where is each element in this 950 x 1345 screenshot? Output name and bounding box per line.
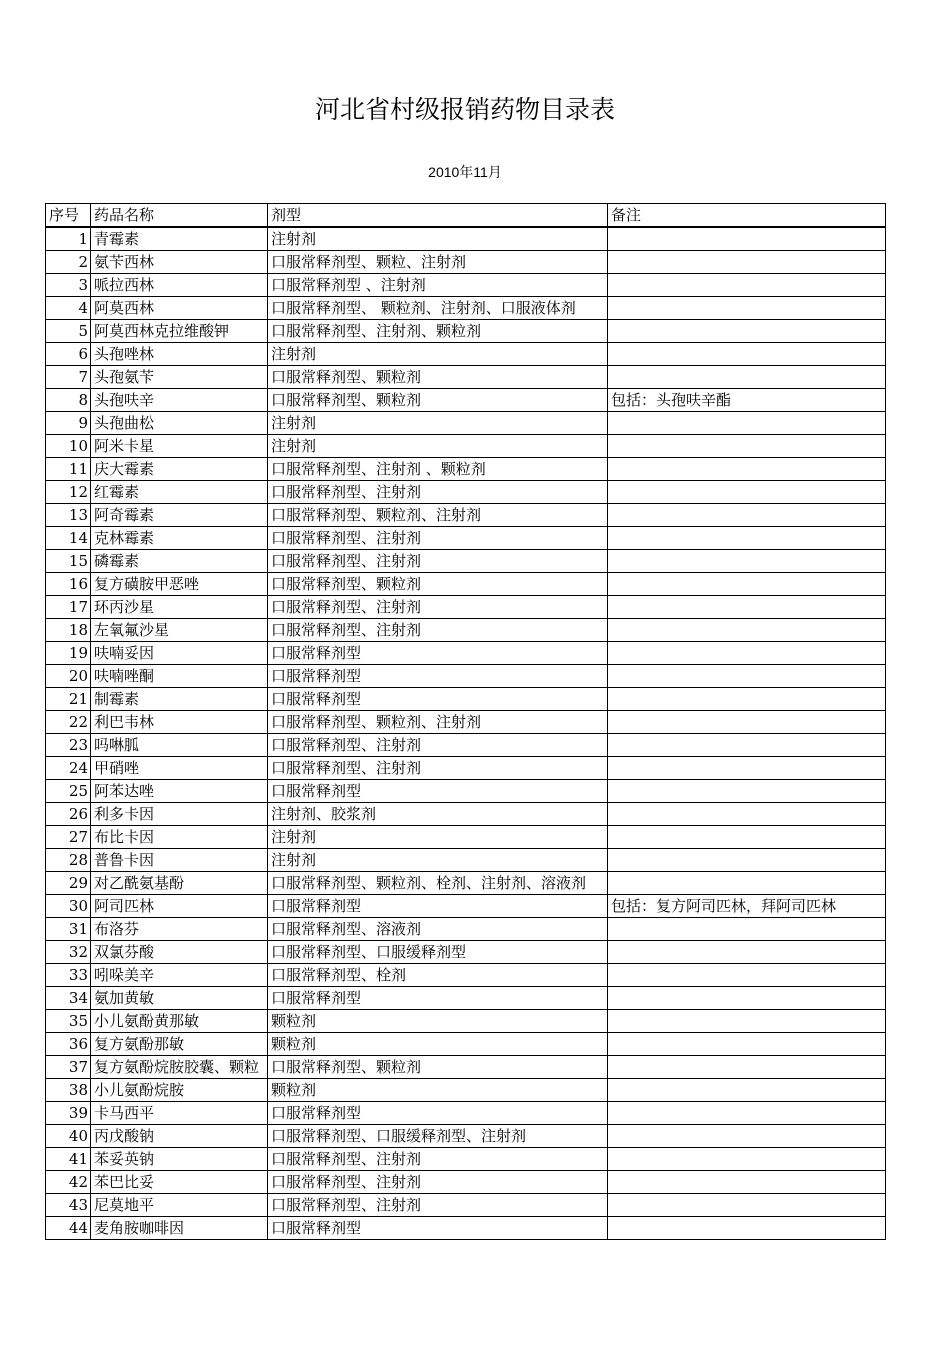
cell-dosage-form: 注射剂 <box>268 849 608 872</box>
cell-drug-name: 小儿氨酚黄那敏 <box>91 1010 268 1033</box>
table-row <box>46 826 886 849</box>
drug-catalog-table <box>45 203 886 1240</box>
cell-remarks <box>608 1033 886 1056</box>
cell-seq: 2 <box>46 251 91 274</box>
table-row <box>46 320 886 343</box>
cell-seq: 5 <box>46 320 91 343</box>
table-row <box>46 1010 886 1033</box>
cell-drug-name: 丙戊酸钠 <box>91 1125 268 1148</box>
header-seq: 序号 <box>46 204 91 228</box>
cell-drug-name: 布比卡因 <box>91 826 268 849</box>
cell-remarks <box>608 458 886 481</box>
cell-seq: 4 <box>46 297 91 320</box>
cell-dosage-form: 注射剂 <box>268 826 608 849</box>
table-row <box>46 1079 886 1102</box>
cell-dosage-form: 口服常释剂型、注射剂 <box>268 596 608 619</box>
cell-drug-name: 呋喃唑酮 <box>91 665 268 688</box>
cell-drug-name: 氨加黄敏 <box>91 987 268 1010</box>
cell-dosage-form: 口服常释剂型、栓剂 <box>268 964 608 987</box>
table-row <box>46 227 886 251</box>
table-row <box>46 1148 886 1171</box>
table-row <box>46 1125 886 1148</box>
cell-remarks <box>608 297 886 320</box>
cell-seq: 24 <box>46 757 91 780</box>
cell-dosage-form: 颗粒剂 <box>268 1010 608 1033</box>
cell-drug-name: 苯巴比妥 <box>91 1171 268 1194</box>
cell-seq: 37 <box>46 1056 91 1079</box>
cell-drug-name: 头孢呋辛 <box>91 389 268 412</box>
table-row <box>46 642 886 665</box>
cell-dosage-form: 口服常释剂型、颗粒剂、注射剂 <box>268 711 608 734</box>
cell-seq: 26 <box>46 803 91 826</box>
table-row <box>46 481 886 504</box>
cell-remarks <box>608 274 886 297</box>
cell-seq: 14 <box>46 527 91 550</box>
cell-seq: 36 <box>46 1033 91 1056</box>
table-row <box>46 849 886 872</box>
header-remarks: 备注 <box>608 204 886 228</box>
cell-dosage-form: 注射剂 <box>268 343 608 366</box>
cell-seq: 31 <box>46 918 91 941</box>
table-row <box>46 734 886 757</box>
page-title: 河北省村级报销药物目录表 <box>314 95 615 124</box>
cell-remarks <box>608 527 886 550</box>
cell-drug-name: 阿奇霉素 <box>91 504 268 527</box>
cell-drug-name: 环丙沙星 <box>91 596 268 619</box>
table-row <box>46 918 886 941</box>
cell-remarks <box>608 435 886 458</box>
cell-seq: 29 <box>46 872 91 895</box>
cell-seq: 16 <box>46 573 91 596</box>
table-row <box>46 872 886 895</box>
cell-remarks <box>608 780 886 803</box>
cell-seq: 35 <box>46 1010 91 1033</box>
cell-remarks <box>608 872 886 895</box>
cell-remarks <box>608 1010 886 1033</box>
cell-dosage-form: 口服常释剂型、 颗粒剂、注射剂、口服液体剂 <box>268 297 608 320</box>
cell-drug-name: 制霉素 <box>91 688 268 711</box>
cell-drug-name: 红霉素 <box>91 481 268 504</box>
cell-drug-name: 普鲁卡因 <box>91 849 268 872</box>
table-row <box>46 711 886 734</box>
cell-remarks <box>608 941 886 964</box>
cell-drug-name: 呋喃妥因 <box>91 642 268 665</box>
cell-drug-name: 青霉素 <box>91 227 268 251</box>
cell-dosage-form: 颗粒剂 <box>268 1079 608 1102</box>
table-row <box>46 1217 886 1240</box>
cell-drug-name: 阿司匹林 <box>91 895 268 918</box>
cell-drug-name: 对乙酰氨基酚 <box>91 872 268 895</box>
cell-remarks <box>608 320 886 343</box>
table-row <box>46 895 886 918</box>
table-row <box>46 343 886 366</box>
cell-remarks <box>608 343 886 366</box>
cell-drug-name: 头孢曲松 <box>91 412 268 435</box>
cell-dosage-form: 口服常释剂型 <box>268 987 608 1010</box>
cell-seq: 33 <box>46 964 91 987</box>
cell-drug-name: 庆大霉素 <box>91 458 268 481</box>
cell-dosage-form: 口服常释剂型 、注射剂 <box>268 274 608 297</box>
table-row <box>46 596 886 619</box>
table-row <box>46 964 886 987</box>
cell-dosage-form: 口服常释剂型、注射剂 <box>268 1148 608 1171</box>
cell-remarks <box>608 688 886 711</box>
cell-seq: 23 <box>46 734 91 757</box>
table-row <box>46 366 886 389</box>
cell-drug-name: 利多卡因 <box>91 803 268 826</box>
cell-drug-name: 磷霉素 <box>91 550 268 573</box>
cell-dosage-form: 口服常释剂型、注射剂、颗粒剂 <box>268 320 608 343</box>
table-row <box>46 1102 886 1125</box>
cell-remarks <box>608 1079 886 1102</box>
cell-dosage-form: 口服常释剂型、注射剂 、颗粒剂 <box>268 458 608 481</box>
cell-dosage-form: 口服常释剂型 <box>268 642 608 665</box>
cell-dosage-form: 颗粒剂 <box>268 1033 608 1056</box>
table-row <box>46 1056 886 1079</box>
table-row <box>46 573 886 596</box>
cell-dosage-form: 口服常释剂型、颗粒剂 <box>268 366 608 389</box>
table-row <box>46 435 886 458</box>
cell-dosage-form: 口服常释剂型、注射剂 <box>268 527 608 550</box>
cell-seq: 38 <box>46 1079 91 1102</box>
cell-dosage-form: 口服常释剂型 <box>268 780 608 803</box>
table-row <box>46 550 886 573</box>
cell-drug-name: 小儿氨酚烷胺 <box>91 1079 268 1102</box>
cell-dosage-form: 注射剂、胶浆剂 <box>268 803 608 826</box>
cell-dosage-form: 口服常释剂型、注射剂 <box>268 619 608 642</box>
cell-dosage-form: 注射剂 <box>268 435 608 458</box>
table-row <box>46 297 886 320</box>
cell-remarks <box>608 665 886 688</box>
cell-drug-name: 卡马西平 <box>91 1102 268 1125</box>
cell-remarks <box>608 849 886 872</box>
cell-seq: 28 <box>46 849 91 872</box>
cell-seq: 42 <box>46 1171 91 1194</box>
cell-remarks <box>608 826 886 849</box>
cell-dosage-form: 口服常释剂型、颗粒剂 <box>268 389 608 412</box>
table-row <box>46 688 886 711</box>
table-body <box>46 227 886 1240</box>
cell-remarks <box>608 757 886 780</box>
cell-seq: 44 <box>46 1217 91 1240</box>
cell-drug-name: 吲哚美辛 <box>91 964 268 987</box>
cell-remarks <box>608 1148 886 1171</box>
cell-dosage-form: 口服常释剂型 <box>268 665 608 688</box>
table-row <box>46 527 886 550</box>
cell-drug-name: 复方氨酚烷胺胶囊、颗粒 <box>91 1056 268 1079</box>
cell-drug-name: 阿米卡星 <box>91 435 268 458</box>
cell-seq: 10 <box>46 435 91 458</box>
cell-drug-name: 复方氨酚那敏 <box>91 1033 268 1056</box>
cell-drug-name: 吗啉胍 <box>91 734 268 757</box>
cell-dosage-form: 口服常释剂型、颗粒剂 <box>268 573 608 596</box>
table-row <box>46 504 886 527</box>
cell-drug-name: 尼莫地平 <box>91 1194 268 1217</box>
cell-remarks <box>608 1056 886 1079</box>
cell-remarks <box>608 803 886 826</box>
cell-seq: 12 <box>46 481 91 504</box>
cell-dosage-form: 注射剂 <box>268 412 608 435</box>
cell-seq: 20 <box>46 665 91 688</box>
cell-seq: 41 <box>46 1148 91 1171</box>
table-header-row <box>46 204 886 228</box>
cell-remarks <box>608 412 886 435</box>
cell-dosage-form: 口服常释剂型、颗粒剂、栓剂、注射剂、溶液剂 <box>268 872 608 895</box>
cell-remarks <box>608 964 886 987</box>
cell-seq: 3 <box>46 274 91 297</box>
cell-remarks <box>608 504 886 527</box>
cell-seq: 6 <box>46 343 91 366</box>
cell-drug-name: 阿莫西林 <box>91 297 268 320</box>
cell-remarks <box>608 1171 886 1194</box>
cell-seq: 21 <box>46 688 91 711</box>
cell-remarks <box>608 227 886 251</box>
cell-drug-name: 甲硝唑 <box>91 757 268 780</box>
cell-seq: 19 <box>46 642 91 665</box>
date-label: 2010年11月 <box>428 164 502 180</box>
cell-seq: 22 <box>46 711 91 734</box>
cell-seq: 18 <box>46 619 91 642</box>
table-row <box>46 251 886 274</box>
cell-remarks <box>608 481 886 504</box>
cell-drug-name: 氨苄西林 <box>91 251 268 274</box>
cell-dosage-form: 注射剂 <box>268 227 608 251</box>
cell-dosage-form: 口服常释剂型 <box>268 895 608 918</box>
cell-seq: 13 <box>46 504 91 527</box>
cell-remarks <box>608 366 886 389</box>
cell-dosage-form: 口服常释剂型、注射剂 <box>268 734 608 757</box>
cell-drug-name: 克林霉素 <box>91 527 268 550</box>
cell-seq: 7 <box>46 366 91 389</box>
cell-dosage-form: 口服常释剂型 <box>268 1217 608 1240</box>
table-row <box>46 941 886 964</box>
cell-drug-name: 哌拉西林 <box>91 274 268 297</box>
cell-drug-name: 阿莫西林克拉维酸钾 <box>91 320 268 343</box>
cell-remarks <box>608 734 886 757</box>
table-row <box>46 274 886 297</box>
header-drug-name: 药品名称 <box>91 204 268 228</box>
table-row <box>46 412 886 435</box>
cell-seq: 9 <box>46 412 91 435</box>
cell-remarks <box>608 1102 886 1125</box>
cell-drug-name: 左氧氟沙星 <box>91 619 268 642</box>
cell-dosage-form: 口服常释剂型、溶液剂 <box>268 918 608 941</box>
cell-dosage-form: 口服常释剂型、颗粒剂 <box>268 1056 608 1079</box>
cell-dosage-form: 口服常释剂型、注射剂 <box>268 481 608 504</box>
table-row <box>46 458 886 481</box>
cell-seq: 39 <box>46 1102 91 1125</box>
cell-remarks <box>608 642 886 665</box>
cell-dosage-form: 口服常释剂型、颗粒剂、注射剂 <box>268 504 608 527</box>
cell-dosage-form: 口服常释剂型、注射剂 <box>268 550 608 573</box>
cell-seq: 8 <box>46 389 91 412</box>
cell-dosage-form: 口服常释剂型、注射剂 <box>268 1194 608 1217</box>
table-row <box>46 619 886 642</box>
cell-seq: 32 <box>46 941 91 964</box>
cell-seq: 27 <box>46 826 91 849</box>
cell-remarks <box>608 251 886 274</box>
cell-drug-name: 麦角胺咖啡因 <box>91 1217 268 1240</box>
cell-remarks <box>608 1125 886 1148</box>
cell-seq: 34 <box>46 987 91 1010</box>
cell-dosage-form: 口服常释剂型、颗粒、注射剂 <box>268 251 608 274</box>
table-row <box>46 1033 886 1056</box>
cell-dosage-form: 口服常释剂型、口服缓释剂型 <box>268 941 608 964</box>
cell-drug-name: 利巴韦林 <box>91 711 268 734</box>
cell-seq: 30 <box>46 895 91 918</box>
cell-dosage-form: 口服常释剂型 <box>268 688 608 711</box>
cell-drug-name: 阿苯达唑 <box>91 780 268 803</box>
cell-remarks <box>608 918 886 941</box>
table-row <box>46 1194 886 1217</box>
cell-remarks <box>608 596 886 619</box>
cell-seq: 40 <box>46 1125 91 1148</box>
table-row <box>46 665 886 688</box>
table-row <box>46 780 886 803</box>
cell-dosage-form: 口服常释剂型、注射剂 <box>268 1171 608 1194</box>
cell-remarks <box>608 1217 886 1240</box>
cell-remarks <box>608 987 886 1010</box>
table-row <box>46 803 886 826</box>
table-row <box>46 757 886 780</box>
cell-remarks <box>608 711 886 734</box>
cell-seq: 17 <box>46 596 91 619</box>
cell-remarks <box>608 1194 886 1217</box>
cell-dosage-form: 口服常释剂型 <box>268 1102 608 1125</box>
cell-dosage-form: 口服常释剂型、口服缓释剂型、注射剂 <box>268 1125 608 1148</box>
table-row <box>46 987 886 1010</box>
cell-drug-name: 复方磺胺甲恶唑 <box>91 573 268 596</box>
cell-seq: 1 <box>46 227 91 251</box>
cell-remarks: 包括：复方阿司匹林，拜阿司匹林 <box>608 895 886 918</box>
cell-drug-name: 布洛芬 <box>91 918 268 941</box>
cell-remarks <box>608 573 886 596</box>
cell-remarks <box>608 619 886 642</box>
table-row <box>46 389 886 412</box>
cell-drug-name: 头孢唑林 <box>91 343 268 366</box>
cell-seq: 25 <box>46 780 91 803</box>
cell-dosage-form: 口服常释剂型、注射剂 <box>268 757 608 780</box>
table-row <box>46 1171 886 1194</box>
cell-drug-name: 双氯芬酸 <box>91 941 268 964</box>
cell-remarks <box>608 550 886 573</box>
header-dosage-form: 剂型 <box>268 204 608 228</box>
cell-drug-name: 头孢氨苄 <box>91 366 268 389</box>
cell-remarks: 包括：头孢呋辛酯 <box>608 389 886 412</box>
cell-drug-name: 苯妥英钠 <box>91 1148 268 1171</box>
cell-seq: 11 <box>46 458 91 481</box>
cell-seq: 15 <box>46 550 91 573</box>
cell-seq: 43 <box>46 1194 91 1217</box>
